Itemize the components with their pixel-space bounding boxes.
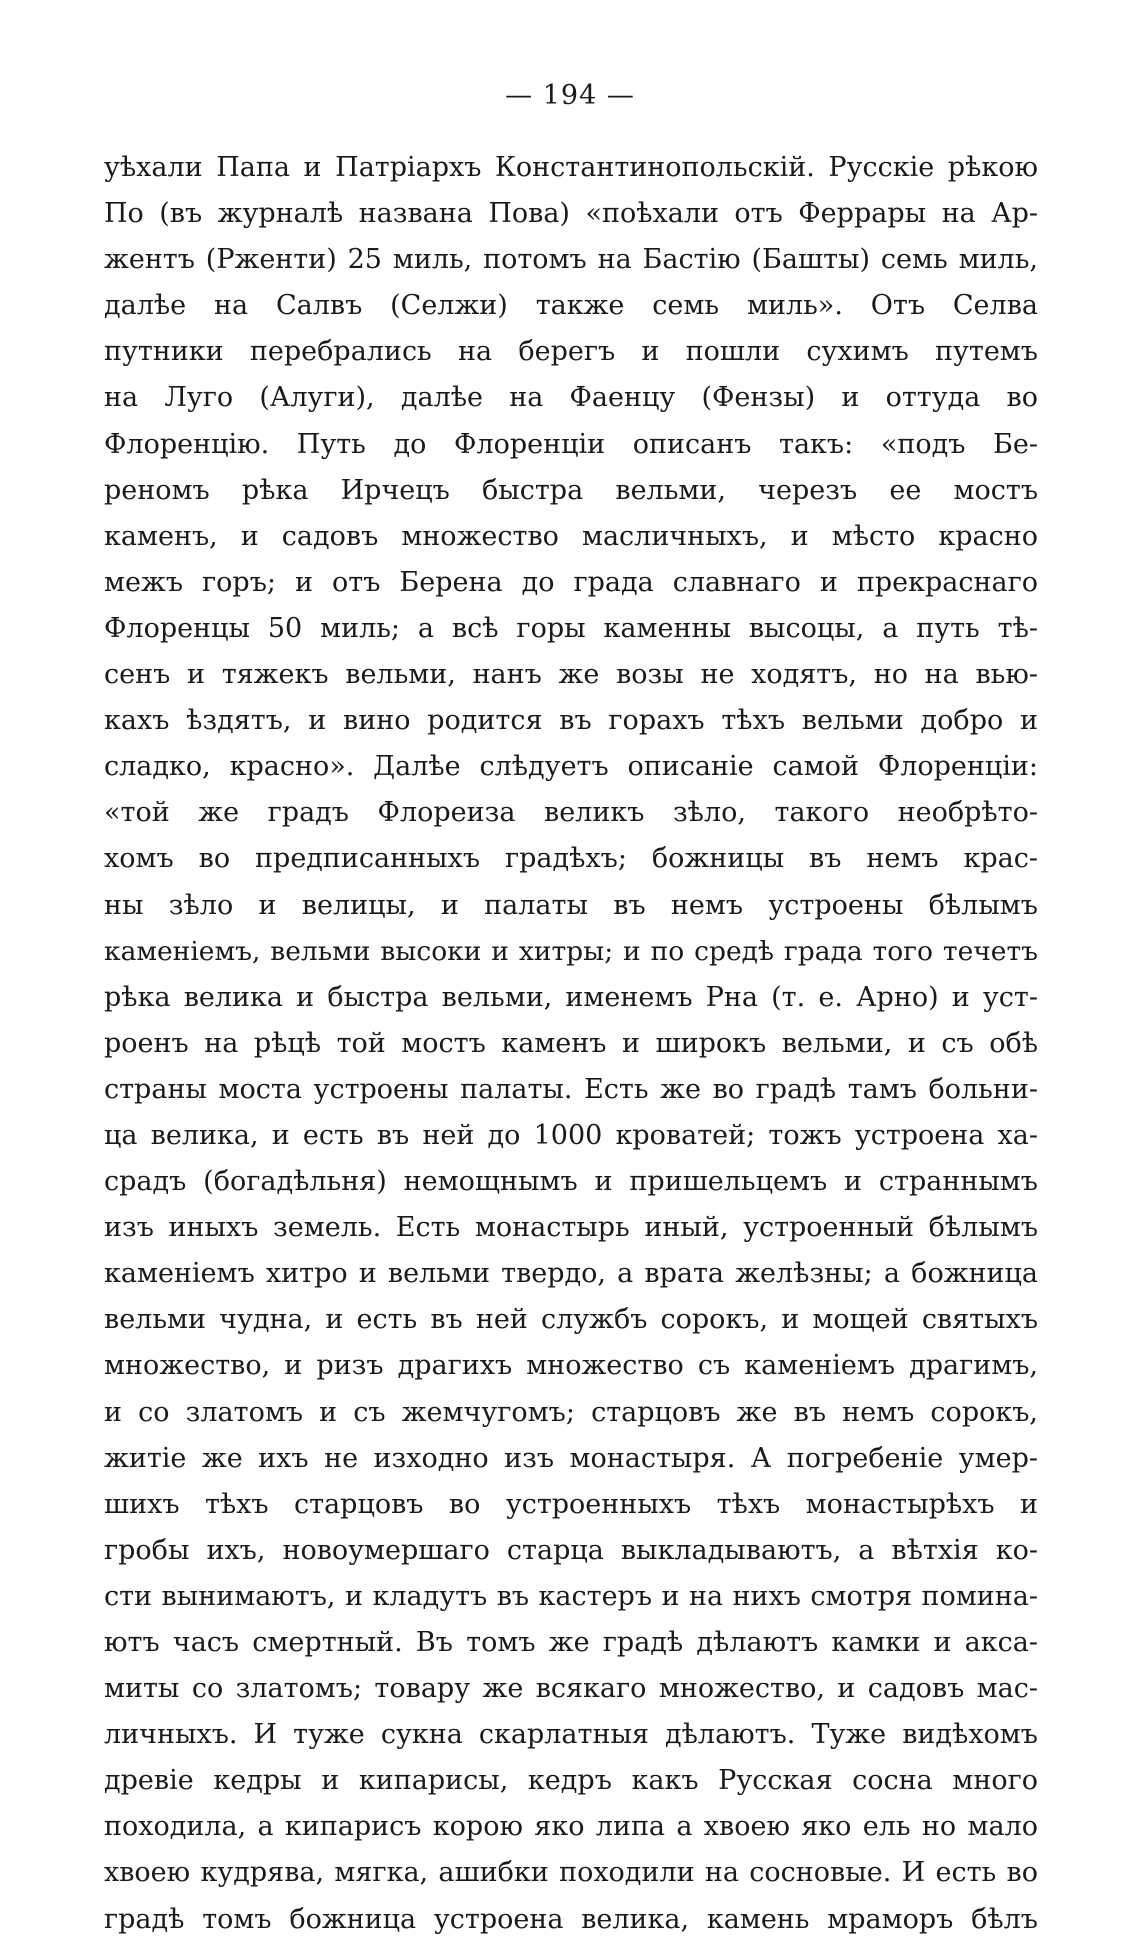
- text-line: древіе кедры и кипарисы, кедръ какъ Русская сосна много: [104, 1765, 1038, 1797]
- text-line: рѣка велика и быстра вельми, именемъ Рна (т. е. Арно) и уст-: [104, 981, 1038, 1013]
- text-line: Флоренцію. Путь до Флоренціи описанъ такъ: «подъ Бе-: [104, 428, 1038, 460]
- text-line: уѣхали Папа и Патріархъ Константинопольскій. Русскіе рѣкою: [104, 152, 1038, 183]
- text-line: межъ горъ; и отъ Берена до града славнаго и прекраснаго: [104, 566, 1038, 598]
- text-line: сти вынимаютъ, и кладутъ въ кастеръ и на нихъ смотря помина-: [104, 1580, 1038, 1612]
- text-line: ны зѣло и велицы, и палаты въ немъ устроены бѣлымъ: [104, 889, 1038, 921]
- text-line: походила, а кипарисъ корою яко липа а хвоею яко ель но мало: [104, 1811, 1038, 1843]
- text-line: По (въ журналѣ названа Пова) «поѣхали отъ Феррары на Ар-: [104, 198, 1038, 230]
- text-line: ца велика, и есть въ ней до 1000 кроватей; тожъ устроена ха-: [104, 1119, 1038, 1151]
- text-line: миты со златомъ; товару же всякаго множество, и садовъ мас-: [104, 1673, 1038, 1705]
- text-line: житіе же ихъ не изходно изъ монастыря. А погребеніе умер-: [104, 1442, 1038, 1474]
- text-line: хвоею кудрява, мягка, ашибки походили на сосновые. И есть во: [104, 1857, 1038, 1889]
- text-line: кахъ ѣздятъ, и вино родится въ горахъ тѣхъ вельми добро и: [104, 705, 1038, 737]
- text-line: страны моста устроены палаты. Есть же во градѣ тамъ больни-: [104, 1073, 1038, 1105]
- text-line: жентъ (Рженти) 25 миль, потомъ на Бастію (Башты) семь миль,: [104, 244, 1038, 276]
- text-line: на Луго (Алуги), далѣе на Фаенцу (Фензы) и оттуда во: [104, 382, 1038, 414]
- text-line: реномъ рѣка Ирчецъ быстра вельми, черезъ ее мостъ: [104, 474, 1038, 506]
- text-line: градѣ томъ божница устроена велика, камень мраморъ бѣлъ: [104, 1903, 1038, 1935]
- text-line: роенъ на рѣцѣ той мостъ каменъ и широкъ вельми, и съ обѣ: [104, 1027, 1038, 1059]
- text-line: срадъ (богадѣльня) немощнымъ и пришельцемъ и страннымъ: [104, 1166, 1038, 1198]
- text-line: сенъ и тяжекъ вельми, нанъ же возы не ходятъ, но на вью-: [104, 659, 1038, 691]
- body-text: [104, 145, 1038, 1943]
- page-number: — 194 —: [505, 80, 635, 111]
- text-line: сладко, красно». Далѣе слѣдуетъ описаніе самой Флоренціи:: [104, 751, 1038, 783]
- text-line: личныхъ. И туже сукна скарлатныя дѣлаютъ. Туже видѣхомъ: [104, 1719, 1038, 1751]
- text-line: каменъ, и садовъ множество масличныхъ, и мѣсто красно: [104, 520, 1038, 552]
- text-line: хомъ во предписанныхъ градѣхъ; божницы въ немъ крас-: [104, 843, 1038, 875]
- text-line: Флоренцы 50 миль; а всѣ горы каменны высоцы, а путь тѣ-: [104, 612, 1038, 644]
- text-line: «той же градъ Флореиза великъ зѣло, такого необрѣто-: [104, 797, 1038, 829]
- text-line: шихъ тѣхъ старцовъ во устроенныхъ тѣхъ монастырѣхъ и: [104, 1488, 1038, 1520]
- text-line: вельми чудна, и есть въ ней службъ сорокъ, и мощей святыхъ: [104, 1304, 1038, 1336]
- text-line: каменіемъ хитро и вельми твердо, а врата желѣзны; а божница: [104, 1258, 1038, 1290]
- text-line: гробы ихъ, новоумершаго старца выкладываютъ, а вѣтхія ко-: [104, 1534, 1038, 1566]
- text-line: ютъ часъ смертный. Въ томъ же градѣ дѣлаютъ камки и акса-: [104, 1627, 1038, 1658]
- text-line: путники перебрались на берегъ и пошли сухимъ путемъ: [104, 336, 1038, 368]
- text-line: изъ иныхъ земель. Есть монастырь иный, устроенный бѣлымъ: [104, 1212, 1038, 1244]
- text-line: далѣе на Салвъ (Селжи) также семь миль». Отъ Селва: [104, 290, 1038, 322]
- text-line: множество, и ризъ драгихъ множество съ каменіемъ драгимъ,: [104, 1350, 1038, 1382]
- text-line: и со златомъ и съ жемчугомъ; старцовъ же въ немъ сорокъ,: [104, 1396, 1038, 1428]
- text-line: каменіемъ, вельми высоки и хитры; и по средѣ града того течетъ: [104, 935, 1038, 967]
